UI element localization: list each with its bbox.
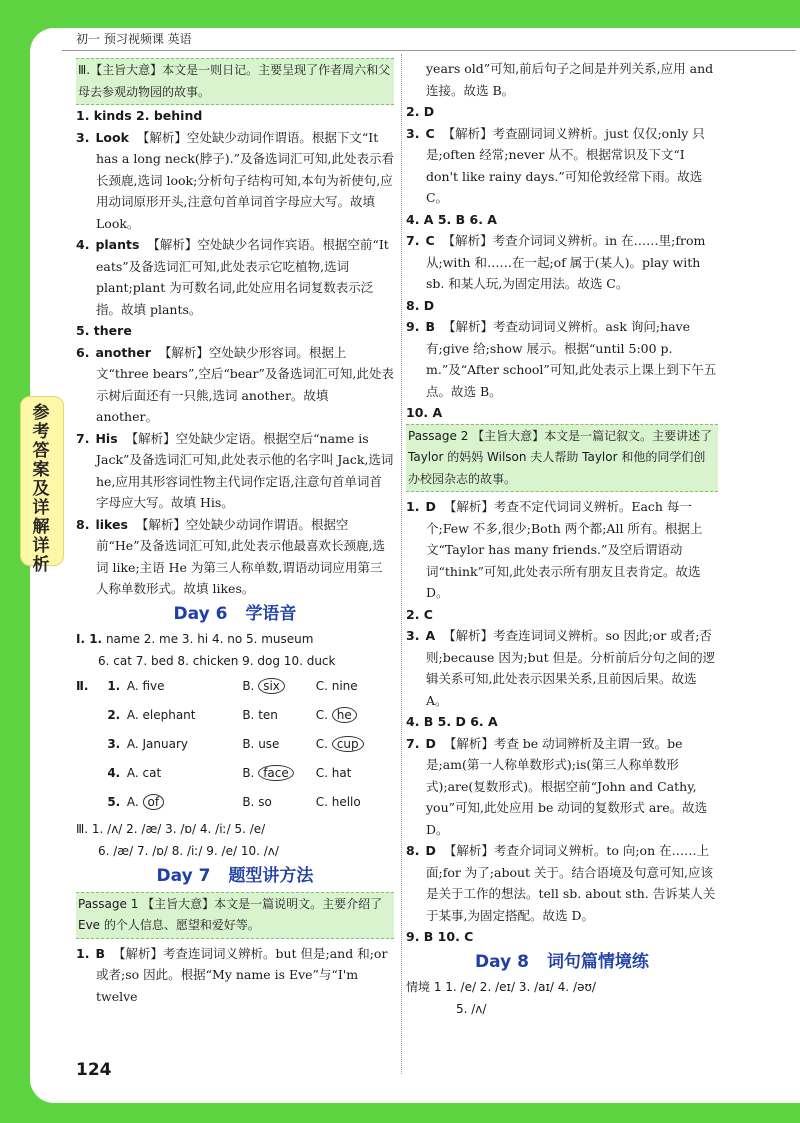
answer-item: 2. D bbox=[406, 104, 435, 119]
phonics-row: 6. cat 7. bed 8. chicken 9. dog 10. duck bbox=[98, 653, 336, 668]
left-column bbox=[76, 58, 394, 1007]
side-tab-label: 参考答案及详解详析 bbox=[32, 403, 50, 575]
running-header: 初一 预习视频课 英语 bbox=[76, 32, 192, 46]
header-divider bbox=[62, 50, 796, 51]
section-heading-day7: Day 7 题型讲方法 bbox=[156, 866, 314, 886]
scenario-row: 5. /ʌ/ bbox=[456, 1001, 487, 1016]
circled-answer: he bbox=[332, 707, 357, 723]
circled-answer: cup bbox=[332, 736, 364, 752]
answer-item: 5. there bbox=[76, 323, 132, 338]
answer-item: 4. B 5. D 6. A bbox=[406, 714, 498, 729]
circled-answer: of bbox=[143, 794, 165, 810]
phonics-section-1 bbox=[76, 629, 394, 672]
answer-continuation: years old”可知,前后句子之间是并列关系,应用 and 连接。故选 B。 bbox=[426, 61, 714, 98]
answer-item: 9. B 10. C bbox=[406, 929, 474, 944]
phonics-row: Ⅲ. 1. /ʌ/ 2. /æ/ 3. /ɒ/ 4. /iː/ 5. /e/ bbox=[76, 822, 266, 836]
answer-item: 8. likes 【解析】空处缺少动词作谓语。根据空前“He”及备选词汇可知,此处表示他最喜欢长颈鹿,选词 like;主语 He 为第三人称单数,谓语动词应用第三人称单数形式。故填 likes。 bbox=[76, 516, 386, 596]
circled-answer: face bbox=[258, 765, 294, 781]
page-number: 124 bbox=[76, 1060, 112, 1080]
phonics-section-2 bbox=[76, 672, 394, 817]
answer-item: 8. D bbox=[406, 297, 435, 313]
answer-item: 8. D 【解析】考查介词词义辨析。to 向;on 在……上面;for 为了;about 关于。结合语境及句意可知,应该是关于工作的想法。tell sb. about sth. 告诉某人关于某事,为固定搭配。故选 D。 bbox=[406, 843, 716, 923]
answer-item: 3. C 【解析】考查副词词义辨析。just 仅仅;only 只是;often 经常;never 从不。根据常识及下文“I don't like rainy days.”可知伦敦经常下雨。故选 C。 bbox=[406, 125, 705, 205]
answer-item: 1. D 【解析】考查不定代词词义辨析。Each 每一个;Few 不多,很少;Both 两个都;All 所有。根据上文“Taylor has many friends.”及空后谓语动词“think”可知,此处表示所有朋友且表肯定。故选 D。 bbox=[406, 499, 703, 600]
right-column bbox=[406, 58, 718, 1020]
answer-item: 3. A 【解析】考查连词词义辨析。so 因此;or 或者;否则;because 因为;but 但是。分析前后分句之间的逻辑关系可知,此处表示因果关系,且前因后果。故选 A。 bbox=[406, 628, 716, 708]
passage-summary: Ⅲ.【主旨大意】本文是一则日记。主要呈现了作者周六和父母去参观动物园的故事。 bbox=[76, 58, 394, 105]
phonics-choice-row: 2. A. elephant B. ten C. he bbox=[76, 701, 394, 730]
answer-item: 4. A 5. B 6. A bbox=[406, 211, 497, 227]
answer-item: 9. B 【解析】考查动词词义辨析。ask 询问;have 有;give 给;show 展示。根据“until 5:00 p. m.”及“After school”可知,此处表示上课上到下午五点。故选 B。 bbox=[406, 319, 717, 399]
answer-item: 6. another 【解析】空处缺少形容词。根据上文“three bears”,空后“bear”及备选词汇可知,此处表示树后面还有一只熊,选词 another。故填 another。 bbox=[76, 344, 394, 424]
answer-item: 2. C bbox=[406, 606, 433, 622]
scenario-row: 情境 1 1. /e/ 2. /eɪ/ 3. /aɪ/ 4. /əʊ/ bbox=[406, 980, 596, 994]
answer-item: 1. kinds 2. behind bbox=[76, 108, 203, 123]
answer-item: 10. A bbox=[406, 405, 443, 420]
phonics-choice-row: Ⅱ. 1. A. five B. six C. nine bbox=[76, 678, 358, 693]
phonics-choice-row: 4. A. cat B. face C. hat bbox=[107, 765, 352, 780]
answer-item: 3. Look 【解析】空处缺少动词作谓语。根据下文“It has a long neck(脖子).”及备选词汇可知,此处表示看长颈鹿,选词 look;分析句子结构可知,本句为祈使句,应用动词原形开头,注意句首单词首字母应大写。故填 Look。 bbox=[76, 129, 394, 231]
phonics-section-3 bbox=[76, 819, 394, 862]
answer-item: 4. plants 【解析】空处缺少名词作宾语。根据空前“It eats”及备选词汇可知,此处表示它吃植物,选词 plant;plant 为可数名词,此处应用名词复数表示泛指。故填 plants。 bbox=[76, 237, 389, 317]
answer-item: 7. His 【解析】空处缺少定语。根据空后“name is Jack”及备选词汇可知,此处表示他的名字叫 Jack,选词 he,应用其形容词性物主代词作定语,注意句首单词首字母应大写。故填 His。 bbox=[76, 430, 394, 510]
answer-item: 7. D 【解析】考查 be 动词辨析及主谓一致。be 是;am(第一人称单数形式);is(第三人称单数形式);are(复数形式)。根据空前“John and Cathy, you”可知,此处应用 be 动词的复数形式 are。故选 D。 bbox=[406, 735, 708, 837]
answer-item: 1. B 【解析】考查连词词义辨析。but 但是;and 和;or 或者;so 因此。根据“My name is Eve”与“I'm twelve bbox=[76, 945, 388, 1004]
phonics-row: Ⅰ. 1. name 2. me 3. hi 4. no 5. museum bbox=[76, 632, 314, 646]
phonics-row: 6. /æ/ 7. /ɒ/ 8. /iː/ 9. /e/ 10. /ʌ/ bbox=[98, 843, 279, 858]
phonics-choice-row: 5. A. of B. so C. hello bbox=[107, 794, 361, 809]
phonics-choice-row: 3. A. January B. use C. cup bbox=[76, 730, 394, 759]
section-heading-day6: Day 6 学语音 bbox=[173, 603, 297, 624]
column-divider bbox=[401, 54, 402, 1074]
passage-summary: Passage 1 【主旨大意】本文是一篇说明文。主要介绍了 Eve 的个人信息、愿望和爱好等。 bbox=[76, 892, 394, 939]
answer-item: 7. C 【解析】考查介词词义辨析。in 在……里;from 从;with 和……在一起;of 属于(某人)。play with sb. 和某人玩,为固定用法。故选 C。 bbox=[406, 233, 706, 291]
circled-answer: six bbox=[258, 678, 285, 694]
scenario-answers bbox=[406, 977, 718, 1020]
section-heading-day8: Day 8 词句篇情境练 bbox=[475, 951, 649, 972]
passage-summary: Passage 2 【主旨大意】本文是一篇记叙文。主要讲述了 Taylor 的妈妈 Wilson 夫人帮助 Taylor 和他的同学们创办校园杂志的故事。 bbox=[406, 424, 718, 493]
